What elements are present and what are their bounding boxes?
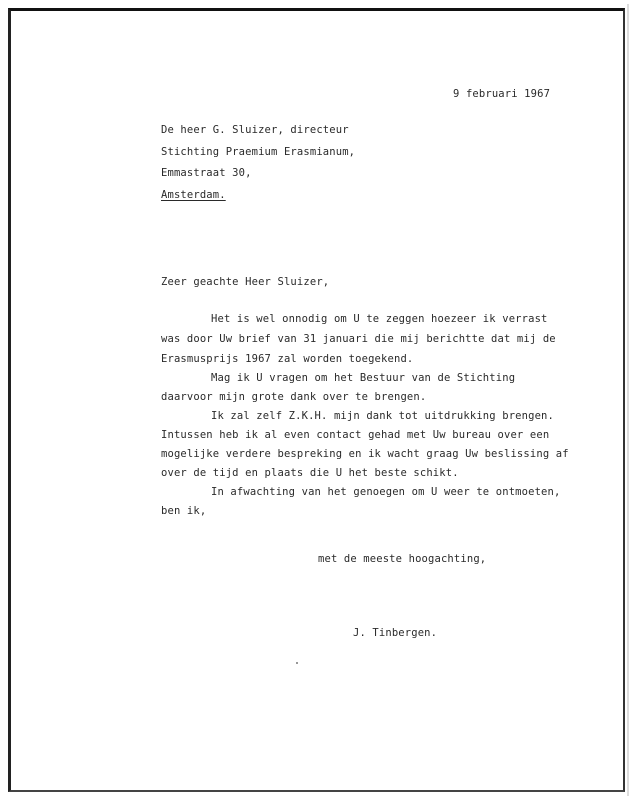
- signature: J. Tinbergen.: [353, 627, 438, 639]
- letter-date: 9 februari 1967: [453, 88, 551, 100]
- recipient-line-3: Emmastraat 30,: [161, 167, 252, 179]
- body-line-4: Mag ik U vragen om het Bestuur van de Stichting: [211, 372, 516, 384]
- body-line-3: Erasmusprijs 1967 zal worden toegekend.: [161, 353, 414, 365]
- recipient-city: Amsterdam.: [161, 189, 226, 201]
- recipient-line-1: De heer G. Sluizer, directeur: [161, 124, 349, 136]
- body-line-8: mogelijke verdere bespreking en ik wacht graag Uw beslissing af: [161, 448, 569, 460]
- body-line-10: In afwachting van het genoegen om U weer te ontmoeten,: [211, 486, 561, 498]
- body-line-7: Intussen heb ik al even contact gehad met Uw bureau over een: [161, 429, 550, 441]
- body-line-5: daarvoor mijn grote dank over te brengen.: [161, 391, 427, 403]
- body-line-1: Het is wel onnodig om U te zeggen hoezeer ik verrast: [211, 313, 548, 325]
- closing: met de meeste hoogachting,: [318, 553, 487, 565]
- body-line-11: ben ik,: [161, 505, 207, 517]
- body-line-6: Ik zal zelf Z.K.H. mijn dank tot uitdrukking brengen.: [211, 410, 554, 422]
- body-line-2: was door Uw brief van 31 januari die mij berichtte dat mij de: [161, 333, 556, 345]
- paper-speck: [296, 662, 298, 664]
- body-line-9: over de tijd en plaats die U het beste schikt.: [161, 467, 459, 479]
- recipient-line-2: Stichting Praemium Erasmianum,: [161, 146, 356, 158]
- salutation: Zeer geachte Heer Sluizer,: [161, 276, 330, 288]
